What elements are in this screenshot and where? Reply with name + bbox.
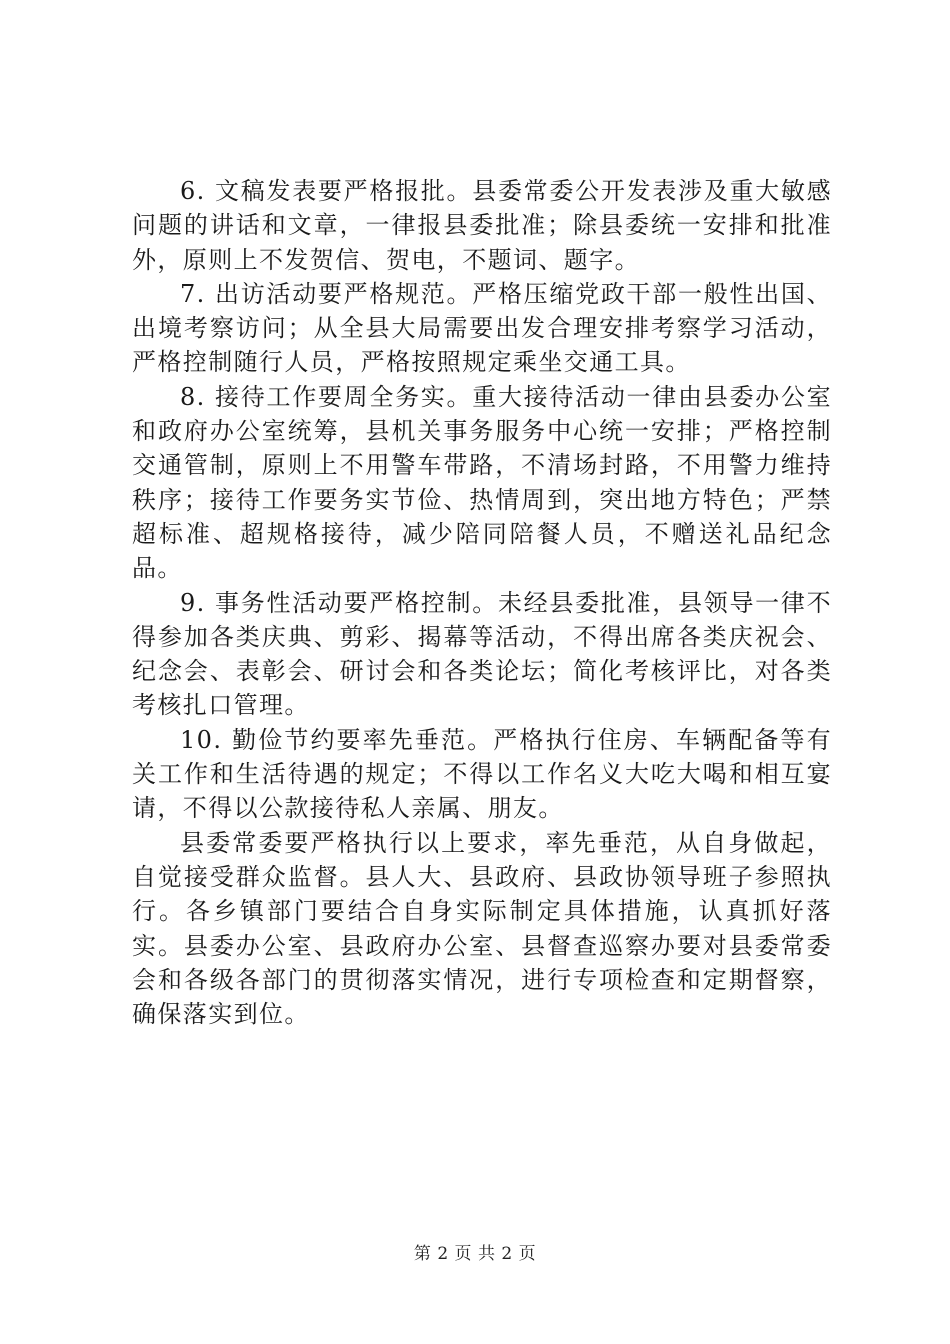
document-body (132, 174, 832, 1031)
page-number-label: 第 2 页 共 2 页 (413, 1244, 537, 1264)
closing-paragraph: 县委常委要严格执行以上要求，率先垂范，从自身做起，自觉接受群众监督。县人大、县政府、县政协领导班子参照执行。各乡镇部门要结合自身实际制定具体措施，认真抓好落实。县委办公室、县政府办公室、县督查巡察办要对县委常委会和各级各部门的贯彻落实情况，进行专项检查和定期督察，确保落实到位。 (132, 828, 832, 1029)
paragraph-item-6: 6. 文稿发表要严格报批。县委常委公开发表涉及重大敏感问题的讲话和文章，一律报县委批准；除县委统一安排和批准外，原则上不发贺信、贺电，不题词、题字。 (132, 177, 832, 274)
page-footer (0, 1243, 950, 1265)
paragraph-item-9: 9. 事务性活动要严格控制。未经县委批准，县领导一律不得参加各类庆典、剪彩、揭幕等活动，不得出席各类庆祝会、纪念会、表彰会、研讨会和各类论坛；简化考核评比，对各类考核扎口管理。 (132, 588, 832, 720)
paragraph-item-10: 10. 勤俭节约要率先垂范。严格执行住房、车辆配备等有关工作和生活待遇的规定；不得以工作名义大吃大喝和相互宴请，不得以公款接待私人亲属、朋友。 (132, 725, 832, 823)
paragraph-item-7: 7. 出访活动要严格规范。严格压缩党政干部一般性出国、出境考察访问；从全县大局需要出发合理安排考察学习活动，严格控制随行人员，严格按照规定乘坐交通工具。 (132, 279, 832, 377)
paragraph-item-8: 8. 接待工作要周全务实。重大接待活动一律由县委办公室和政府办公室统筹，县机关事务服务中心统一安排；严格控制交通管制，原则上不用警车带路，不清场封路，不用警力维持秩序；接待工作要务实节俭、热情周到，突出地方特色；严禁超标准、超规格接待，减少陪同陪餐人员，不赠送礼品纪念品。 (132, 382, 832, 583)
